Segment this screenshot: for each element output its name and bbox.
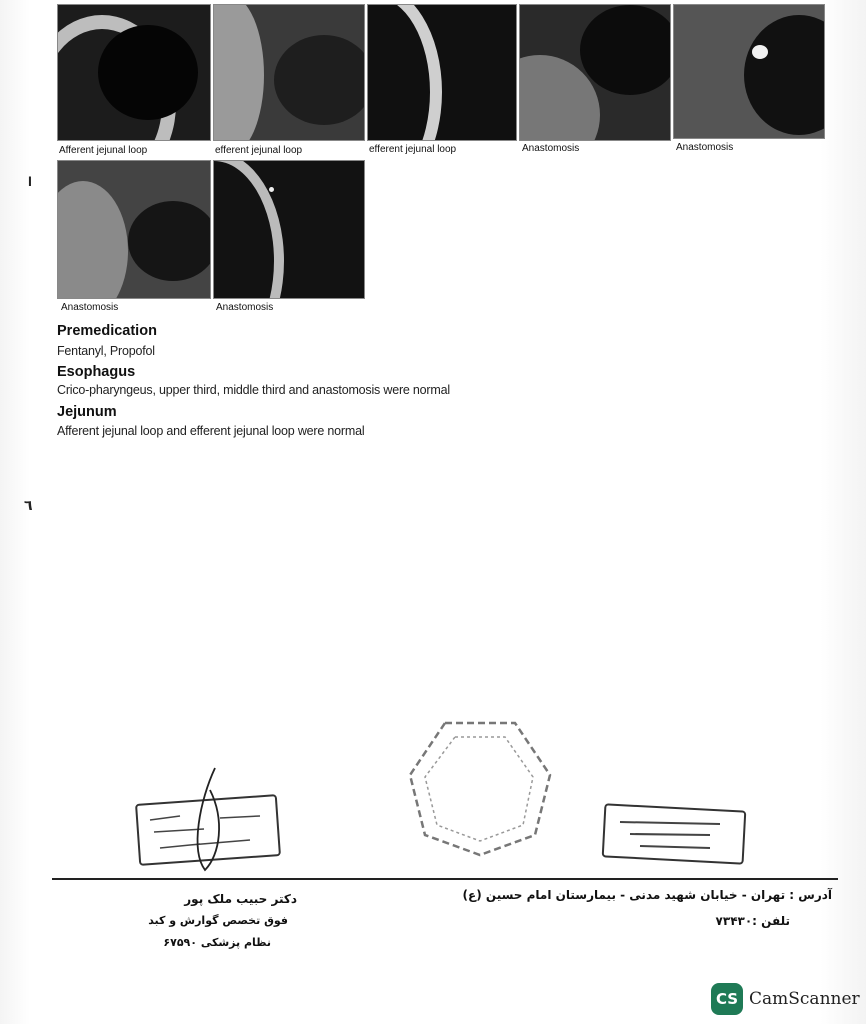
margin-mark: ٦ [24, 498, 33, 514]
footer-divider [52, 878, 838, 880]
image-caption: Anastomosis [522, 143, 580, 154]
endoscopy-image-2 [213, 4, 365, 141]
doctor-name: دکتر حبیب ملک پور [184, 892, 297, 906]
image-caption: Anastomosis [676, 142, 734, 153]
hospital-phone: تلفن :۷۳۴۳۰ [715, 914, 790, 928]
camscanner-brand: CamScanner [749, 989, 860, 1009]
doctor-license: نظام پزشکی ۶۷۵۹۰ [163, 936, 271, 949]
margin-mark: I [28, 173, 32, 189]
endoscopy-image-4 [519, 4, 671, 141]
jejunum-heading: Jejunum [57, 404, 117, 420]
image-caption: Afferent jejunal loop [59, 145, 148, 156]
endoscopy-image-7 [213, 160, 365, 299]
image-caption: Anastomosis [61, 302, 119, 313]
esophagus-text: Crico-pharyngeus, upper third, middle third and anastomosis were normal [57, 383, 450, 397]
hospital-round-stamp [405, 715, 555, 860]
premedication-text: Fentanyl, Propofol [57, 344, 155, 358]
endoscopy-image-3 [367, 4, 517, 141]
image-caption: efferent jejunal loop [369, 144, 457, 155]
endoscopy-image-1 [57, 4, 211, 141]
doctor-stamp-signature [130, 760, 290, 875]
camscanner-logo-icon: CS [711, 983, 743, 1015]
hospital-address: آدرس : تهران - خیابان شهید مدنی - بیمارستان امام حسین (ع) [462, 888, 832, 902]
endoscopy-image-5 [673, 4, 825, 139]
image-caption: Anastomosis [216, 302, 274, 313]
image-caption: efferent jejunal loop [215, 145, 303, 156]
jejunum-text: Afferent jejunal loop and efferent jejunal loop were normal [57, 424, 365, 438]
anesthesiologist-stamp [600, 800, 750, 865]
doctor-specialty: فوق تخصص گوارش و کبد [148, 914, 288, 927]
esophagus-heading: Esophagus [57, 364, 136, 380]
endoscopy-image-6 [57, 160, 211, 299]
premedication-heading: Premedication [57, 323, 157, 339]
